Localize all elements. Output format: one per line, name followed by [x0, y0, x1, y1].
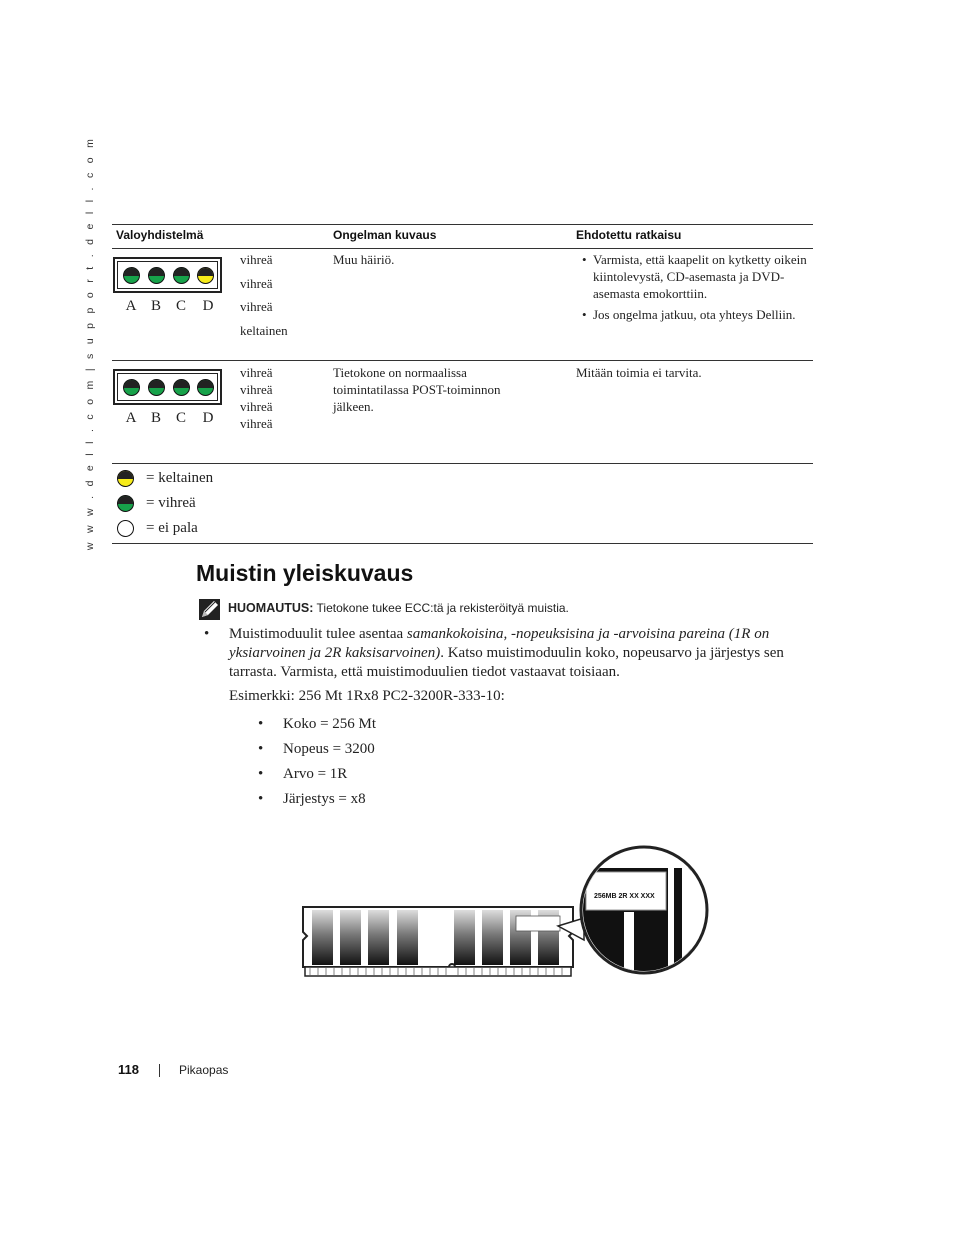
- note-text: Tietokone tukee ECC:tä ja rekisteröityä muistia.: [316, 601, 569, 615]
- note: [228, 601, 569, 615]
- footer-title: Pikaopas: [179, 1063, 229, 1077]
- page-number: 118: [118, 1062, 139, 1077]
- solution-bullet: • Varmista, että kaapelit on kytketty oikein kiintolevystä, CD-asemasta ja DVD-asemasta emokorttiin.: [582, 252, 807, 301]
- table-top-rule: [112, 224, 813, 225]
- problem-description: Tietokone on normaalissa toimintatilassa POST-toiminnon jälkeen.: [333, 365, 501, 414]
- header-valoyhdistelma: Valoyhdistelmä: [116, 228, 204, 242]
- led-b-green-icon: [148, 379, 165, 396]
- sub-bullet: Nopeus = 3200: [283, 741, 375, 757]
- led-d-green-icon: [197, 379, 214, 396]
- color-label: vihreä: [240, 365, 273, 380]
- footer-divider: [159, 1064, 160, 1077]
- led-a-green-icon: [123, 379, 140, 396]
- led-a-green-icon: [123, 267, 140, 284]
- legend-green-led-icon: [117, 495, 134, 512]
- legend-label: = vihreä: [146, 495, 196, 511]
- color-label: vihreä: [240, 399, 273, 414]
- emphasis-text: samankokoisina, -nopeuksisina ja -arvoisina pareina (1R on yksiarvoinen ja 2R kaksisarvoinen): [229, 626, 770, 661]
- pencil-note-icon: [199, 599, 220, 620]
- solution-bullet: • Jos ongelma jatkuu, ota yhteys Delliin.: [582, 307, 796, 322]
- row-rule: [112, 360, 813, 361]
- color-label: keltainen: [240, 323, 288, 338]
- led-d-yellow-icon: [197, 267, 214, 284]
- sub-bullet: Järjestys = x8: [283, 791, 366, 807]
- legend-yellow-led-icon: [117, 470, 134, 487]
- led-c-green-icon: [173, 379, 190, 396]
- header-ehdotettu-ratkaisu: Ehdotettu ratkaisu: [576, 228, 682, 242]
- color-label: vihreä: [240, 299, 273, 314]
- example-line: Esimerkki: 256 Mt 1Rx8 PC2-3200R-333-10:: [229, 688, 505, 704]
- solution-text: Mitään toimia ei tarvita.: [576, 365, 702, 380]
- color-label: vihreä: [240, 276, 273, 291]
- diagnostic-light-panel: [113, 369, 222, 405]
- module-label-text: 256MB 2R XX XXX: [594, 893, 655, 900]
- memory-module-illustration: [296, 840, 716, 985]
- led-b-green-icon: [148, 267, 165, 284]
- bullet-dot: •: [204, 626, 210, 642]
- legend-label: = keltainen: [146, 470, 214, 486]
- header-rule: [112, 248, 813, 249]
- color-label: vihreä: [240, 252, 273, 267]
- table-bottom-rule: [112, 543, 813, 544]
- color-label: vihreä: [240, 382, 273, 397]
- side-url: w w w . d e l l . c o m | s u p p o r t . d e l l . c o m: [84, 135, 96, 550]
- led-c-green-icon: [173, 267, 190, 284]
- header-ongelman-kuvaus: Ongelman kuvaus: [333, 228, 437, 242]
- diagnostic-light-panel: [113, 257, 222, 293]
- note-label: HUOMAUTUS:: [228, 601, 314, 615]
- legend-off-led-icon: [117, 520, 134, 537]
- section-title: Muistin yleiskuvaus: [196, 560, 414, 586]
- row-rule: [112, 463, 813, 464]
- sub-bullet: Arvo = 1R: [283, 766, 348, 782]
- color-label: vihreä: [240, 416, 273, 431]
- legend-label: = ei pala: [146, 520, 198, 536]
- memory-paragraph: Muistimoduulit tulee asentaa samankokoisina, -nopeuksisina ja -arvoisina pareina (1R on yksiarvoinen ja 2R kaksisarvoinen). Katso muistimoduulin koko, nopeusarvo ja järjestys sen tarrasta. Varmista, että muistimoduulien tiedot vastaavat toisiaan.: [229, 626, 784, 680]
- problem-description: Muu häiriö.: [333, 252, 395, 267]
- sub-bullet: Koko = 256 Mt: [283, 716, 377, 732]
